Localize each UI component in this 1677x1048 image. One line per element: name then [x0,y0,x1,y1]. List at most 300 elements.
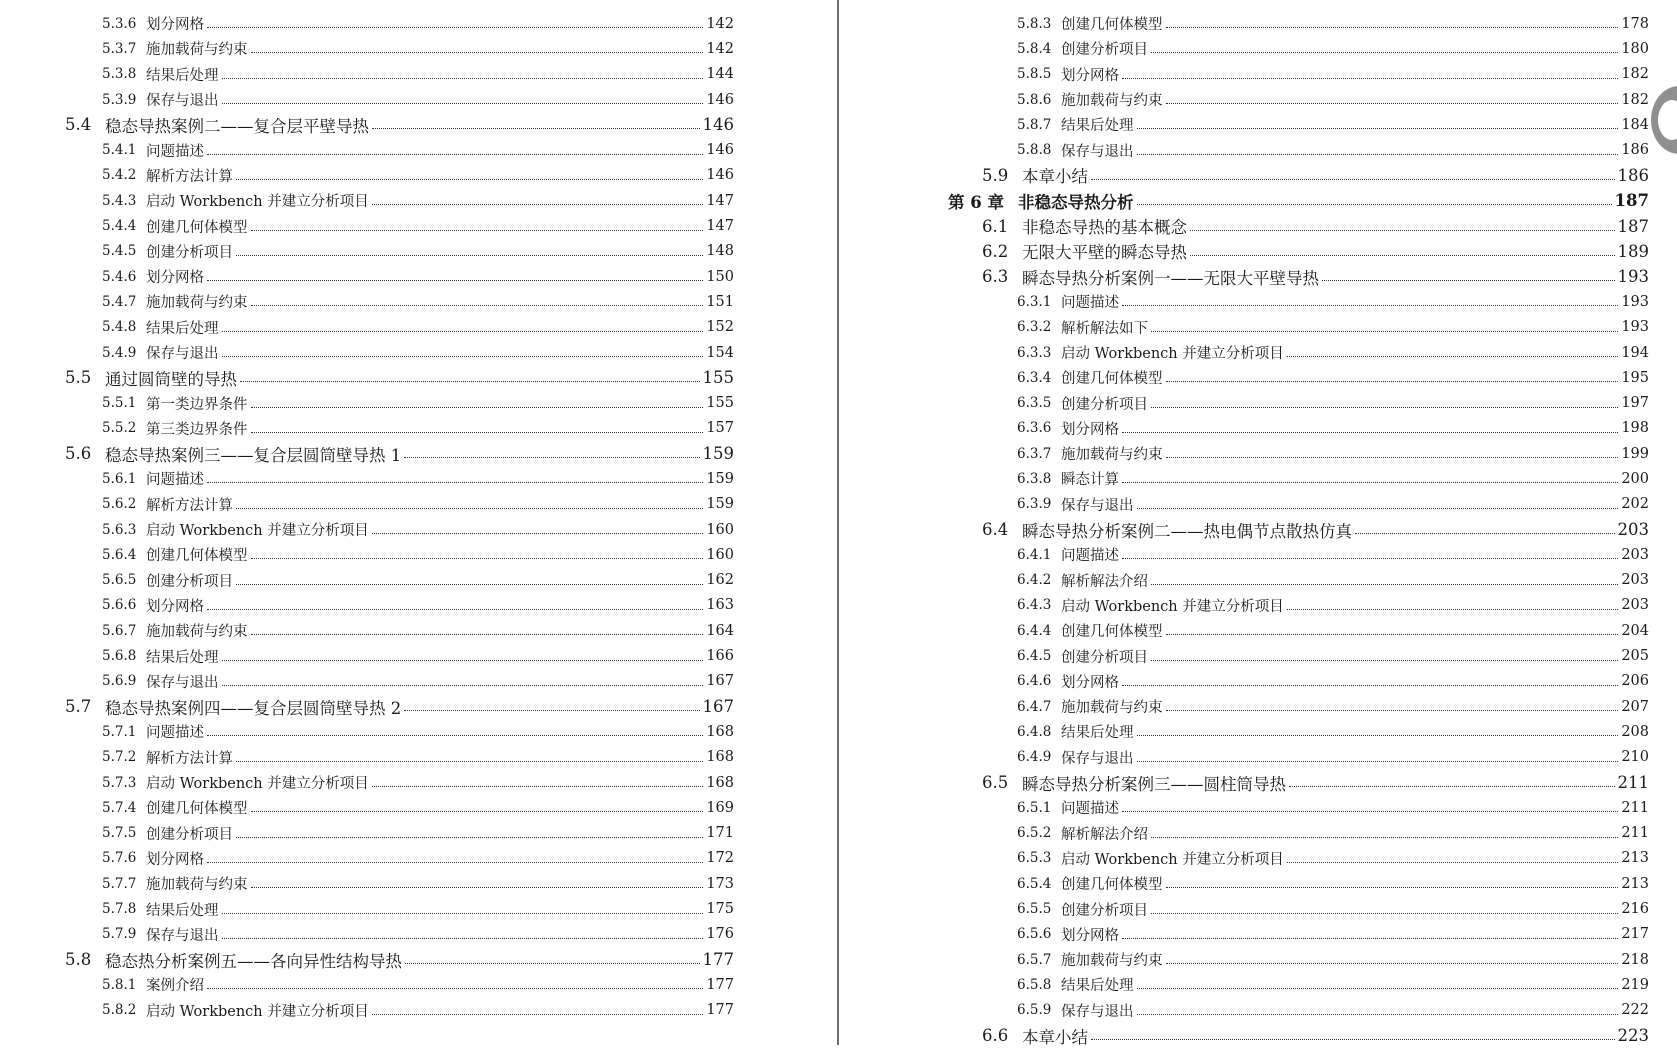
toc-entry-title: 解析解法介绍 [1061,573,1148,590]
toc-entry-number: 5.9 [982,165,1009,185]
left-page [0,0,838,1045]
toc-entry-number: 5.7.1 [102,723,137,740]
toc-leader-dots [1137,735,1619,736]
toc-entry-title: 结果后处理 [146,902,219,919]
toc-entry-number: 5.6.1 [102,470,137,487]
toc-subsection-entry[interactable] [102,87,734,112]
toc-entry-number: 5.5.2 [102,420,137,437]
toc-leader-dots [236,837,703,838]
toc-subsection-entry[interactable] [102,137,734,162]
toc-leader-dots [1289,786,1615,787]
toc-leader-dots [236,179,703,180]
toc-entry-page-number: 151 [706,293,734,310]
toc-entry-page-number: 193 [1617,267,1649,287]
toc-entry-page-number: 189 [1617,241,1649,261]
toc-entry-page-number: 146 [702,115,734,135]
toc-subsection-entry[interactable] [102,568,734,593]
toc-subsection-entry[interactable] [1017,315,1649,340]
toc-entry-title: 启动 Workbench 并建立分析项目 [146,1003,369,1020]
toc-entry-number: 5.4.7 [102,293,137,310]
toc-entry-title: 创建几何体模型 [1061,17,1163,34]
toc-entry-number: 5.8.2 [102,1002,137,1019]
toc-entry-page-number: 205 [1621,648,1649,665]
toc-entry-number: 6.5.4 [1017,875,1052,892]
toc-entry-title: 创建几何体模型 [146,801,248,818]
toc-entry-number: 5.6.4 [102,546,137,563]
toc-entry-page-number: 182 [1621,66,1649,83]
toc-entry-number: 5.8.7 [1017,116,1052,133]
toc-section-entry[interactable] [65,947,734,972]
toc-entry-title: 创建分析项目 [146,244,233,261]
toc-subsection-entry[interactable] [1017,416,1649,441]
toc-subsection-entry[interactable] [102,213,734,238]
toc-section-entry[interactable] [982,517,1649,542]
toc-leader-dots [222,685,704,686]
toc-entry-title: 解析方法计算 [146,750,233,767]
toc-entry-title: 瞬态导热分析案例一——无限大平壁导热 [1022,268,1319,288]
toc-entry-page-number: 160 [706,546,734,563]
toc-entry-page-number: 146 [706,142,734,159]
toc-entry-title: 启动 Workbench 并建立分析项目 [1061,346,1284,362]
toc-entry-number: 6.3.3 [1017,344,1052,361]
toc-entry-number: 5.3.6 [102,15,137,32]
toc-entry-page-number: 203 [1621,597,1649,614]
toc-entry-title: 划分网格 [1061,421,1119,438]
toc-entry-title: 保存与退出 [146,927,219,944]
toc-entry-page-number: 154 [706,344,734,361]
toc-entry-page-number: 207 [1621,698,1649,715]
toc-leader-dots [1166,381,1619,382]
toc-leader-dots [251,887,704,888]
toc-leader-dots [1166,457,1619,458]
toc-entry-number: 5.7.7 [102,875,137,892]
toc-subsection-entry[interactable] [1017,390,1649,415]
toc-entry-page-number: 198 [1621,420,1649,437]
toc-entry-title: 划分网格 [146,270,204,287]
toc-entry-page-number: 200 [1621,470,1649,487]
toc-subsection-entry[interactable] [1017,922,1649,947]
toc-entry-number: 6.3.5 [1017,395,1052,412]
toc-leader-dots [1122,432,1618,433]
toc-entry-page-number: 182 [1621,91,1649,108]
toc-leader-dots [251,811,704,812]
toc-entry-title: 解析方法计算 [146,497,233,514]
toc-subsection-entry[interactable] [1017,542,1649,567]
toc-entry-number: 5.4 [65,115,92,135]
toc-entry-page-number: 206 [1621,673,1649,690]
toc-subsection-entry[interactable] [102,846,734,871]
toc-entry-title: 稳态导热案例三——复合层圆筒壁导热 1 [105,445,402,465]
toc-entry-title: 问题描述 [146,472,204,489]
toc-entry-number: 6.4.3 [1017,597,1052,614]
toc-entry-title: 施加载荷与约束 [146,295,248,312]
toc-entry-number: 5.4.5 [102,243,137,260]
toc-subsection-entry[interactable] [1017,618,1649,643]
toc-entry-page-number: 178 [1621,15,1649,32]
toc-entry-page-number: 172 [706,850,734,867]
toc-subsection-entry[interactable] [102,770,734,795]
toc-section-entry[interactable] [982,239,1649,264]
toc-subsection-entry[interactable] [1017,643,1649,668]
toc-entry-number: 6.3.4 [1017,369,1052,386]
toc-entry-title: 保存与退出 [146,346,219,362]
toc-subsection-entry[interactable] [102,745,734,770]
toc-subsection-entry[interactable] [102,821,734,846]
toc-entry-number: 第 6 章 [948,192,1004,212]
toc-leader-dots [207,482,703,483]
toc-entry-title: 划分网格 [1061,927,1119,944]
toc-entry-page-number: 186 [1617,165,1649,185]
toc-entry-page-number: 171 [706,825,734,842]
toc-leader-dots [1151,407,1618,408]
toc-entry-page-number: 168 [706,749,734,766]
toc-entry-number: 5.8.3 [1017,15,1052,32]
toc-entry-title: 创建分析项目 [1061,649,1148,666]
toc-leader-dots [207,988,703,989]
toc-leader-dots [1287,862,1619,863]
toc-section-entry[interactable] [982,264,1649,289]
toc-entry-number: 6.2 [982,241,1009,261]
toc-entry-number: 6.1 [982,216,1009,236]
toc-subsection-entry[interactable] [102,922,734,947]
toc-entry-page-number: 197 [1621,395,1649,412]
toc-leader-dots [207,862,703,863]
toc-list-right [840,11,1677,1048]
toc-entry-title: 创建几何体模型 [1061,624,1163,641]
toc-entry-number: 5.7.3 [102,774,137,791]
toc-subsection-entry[interactable] [102,998,734,1023]
toc-entry-number: 6.5.5 [1017,901,1052,918]
toc-subsection-entry[interactable] [1017,112,1649,137]
toc-entry-title: 问题描述 [1061,548,1119,565]
toc-subsection-entry[interactable] [102,669,734,694]
toc-leader-dots [222,331,704,332]
toc-leader-dots [372,533,704,534]
toc-entry-page-number: 208 [1621,723,1649,740]
toc-subsection-entry[interactable] [102,896,734,921]
toc-entry-number: 5.4.2 [102,167,137,184]
toc-subsection-entry[interactable] [1017,871,1649,896]
toc-entry-number: 6.3.6 [1017,420,1052,437]
toc-leader-dots [1122,938,1618,939]
toc-leader-dots [1287,609,1619,610]
toc-entry-title: 保存与退出 [1061,1003,1134,1020]
toc-leader-dots [1166,27,1619,28]
toc-entry-page-number: 155 [706,395,734,412]
toc-entry-title: 问题描述 [146,725,204,742]
toc-leader-dots [251,52,704,53]
toc-entry-page-number: 211 [1621,825,1649,842]
toc-entry-page-number: 193 [1621,319,1649,336]
toc-entry-number: 5.7.6 [102,850,137,867]
toc-leader-dots [1190,255,1615,256]
toc-leader-dots [372,128,700,129]
toc-subsection-entry[interactable] [102,593,734,618]
toc-entry-page-number: 162 [706,572,734,589]
toc-entry-page-number: 193 [1621,293,1649,310]
toc-subsection-entry[interactable] [102,340,734,365]
toc-subsection-entry[interactable] [1017,947,1649,972]
toc-leader-dots [1151,913,1618,914]
toc-subsection-entry[interactable] [1017,441,1649,466]
toc-entry-title: 第三类边界条件 [146,421,248,438]
toc-entry-page-number: 203 [1621,546,1649,563]
toc-entry-number: 6.4.1 [1017,546,1052,563]
toc-entry-title: 稳态导热案例二——复合层平壁导热 [105,116,369,136]
toc-section-entry[interactable] [65,441,734,466]
toc-section-entry[interactable] [65,694,734,719]
toc-subsection-entry[interactable] [1017,289,1649,314]
toc-subsection-entry[interactable] [1017,694,1649,719]
toc-entry-page-number: 187 [1614,191,1649,211]
toc-leader-dots [251,407,704,408]
toc-entry-title: 创建几何体模型 [146,219,248,236]
toc-entry-title: 案例介绍 [146,978,204,995]
toc-entry-page-number: 147 [706,192,734,209]
toc-subsection-entry[interactable] [102,390,734,415]
toc-entry-number: 6.4.8 [1017,723,1052,740]
toc-section-entry[interactable] [982,1023,1649,1048]
toc-leader-dots [1137,1014,1619,1015]
toc-entry-page-number: 180 [1621,40,1649,57]
toc-entry-page-number: 211 [1621,799,1649,816]
toc-subsection-entry[interactable] [1017,745,1649,770]
toc-entry-title: 保存与退出 [146,93,219,110]
toc-leader-dots [372,1014,704,1015]
toc-subsection-entry[interactable] [102,188,734,213]
toc-entry-page-number: 216 [1621,901,1649,918]
toc-subsection-entry[interactable] [1017,137,1649,162]
toc-subsection-entry[interactable] [1017,669,1649,694]
toc-leader-dots [236,508,703,509]
toc-entry-title: 问题描述 [1061,801,1119,818]
toc-entry-page-number: 187 [1617,216,1649,236]
toc-leader-dots [405,963,700,964]
toc-subsection-entry[interactable] [1017,87,1649,112]
toc-chapter-entry[interactable] [948,188,1649,213]
toc-subsection-entry[interactable] [1017,998,1649,1023]
toc-leader-dots [222,78,704,79]
toc-subsection-entry[interactable] [102,719,734,744]
toc-entry-page-number: 203 [1621,572,1649,589]
toc-leader-dots [1137,204,1612,205]
toc-subsection-entry[interactable] [102,264,734,289]
toc-subsection-entry[interactable] [102,11,734,36]
toc-entry-number: 5.4.4 [102,218,137,235]
toc-subsection-entry[interactable] [102,239,734,264]
toc-entry-number: 5.7.9 [102,926,137,943]
toc-entry-number: 5.4.1 [102,142,137,159]
toc-entry-number: 5.4.8 [102,319,137,336]
toc-entry-number: 6.5.9 [1017,1002,1052,1019]
toc-entry-number: 6.3.7 [1017,445,1052,462]
toc-leader-dots [1151,331,1618,332]
page-gutter-divider [837,0,839,1045]
toc-subsection-entry[interactable] [102,517,734,542]
toc-entry-page-number: 194 [1621,344,1649,361]
toc-entry-number: 5.4.3 [102,192,137,209]
toc-entry-number: 6.3.8 [1017,470,1052,487]
toc-entry-title: 结果后处理 [1061,725,1134,742]
toc-entry-page-number: 164 [706,622,734,639]
toc-entry-number: 5.6.6 [102,597,137,614]
toc-subsection-entry[interactable] [1017,795,1649,820]
toc-entry-title: 划分网格 [146,598,204,615]
toc-entry-page-number: 186 [1621,142,1649,159]
toc-entry-page-number: 210 [1621,749,1649,766]
toc-subsection-entry[interactable] [102,62,734,87]
toc-subsection-entry[interactable] [102,643,734,668]
toc-entry-title: 问题描述 [146,143,204,160]
toc-leader-dots [1137,508,1619,509]
toc-leader-dots [222,938,704,939]
toc-subsection-entry[interactable] [102,36,734,61]
toc-entry-number: 5.8.4 [1017,40,1052,57]
toc-entry-title: 施加载荷与约束 [1061,447,1163,464]
toc-subsection-entry[interactable] [1017,719,1649,744]
toc-entry-title: 施加载荷与约束 [146,624,248,641]
toc-entry-title: 创建分析项目 [1061,396,1148,413]
toc-subsection-entry[interactable] [1017,11,1649,36]
toc-entry-page-number: 219 [1621,976,1649,993]
toc-entry-page-number: 167 [702,697,734,717]
toc-leader-dots [1166,103,1619,104]
toc-subsection-entry[interactable] [102,163,734,188]
toc-leader-dots [404,457,699,458]
toc-leader-dots [1151,52,1618,53]
toc-entry-page-number: 176 [706,926,734,943]
toc-leader-dots [1122,811,1618,812]
toc-entry-page-number: 146 [706,167,734,184]
toc-entry-page-number: 166 [706,648,734,665]
toc-leader-dots [1166,887,1619,888]
toc-entry-title: 启动 Workbench 并建立分析项目 [1061,598,1284,615]
toc-entry-number: 5.7.2 [102,749,137,766]
toc-entry-title: 无限大平壁的瞬态导热 [1022,243,1187,263]
toc-section-entry[interactable] [982,770,1649,795]
toc-subsection-entry[interactable] [102,542,734,567]
toc-entry-page-number: 169 [706,799,734,816]
toc-section-entry[interactable] [982,163,1649,188]
toc-section-entry[interactable] [65,365,734,390]
toc-entry-page-number: 159 [706,470,734,487]
toc-entry-number: 5.6 [65,444,92,464]
toc-subsection-entry[interactable] [102,315,734,340]
toc-entry-number: 6.4.5 [1017,648,1052,665]
toc-entry-number: 6.5.1 [1017,799,1052,816]
toc-leader-dots [1137,128,1619,129]
toc-entry-page-number: 144 [706,66,734,83]
toc-entry-number: 5.3.7 [102,40,137,57]
toc-entry-number: 5.6.2 [102,496,137,513]
toc-section-entry[interactable] [65,112,734,137]
toc-leader-dots [404,710,699,711]
toc-entry-title: 启动 Workbench 并建立分析项目 [146,523,369,540]
toc-leader-dots [1122,685,1618,686]
toc-entry-page-number: 157 [706,420,734,437]
toc-entry-title: 通过圆筒壁的导热 [105,369,237,389]
toc-subsection-entry[interactable] [102,416,734,441]
toc-leader-dots [207,735,703,736]
toc-entry-title: 解析解法如下 [1061,320,1148,337]
toc-leader-dots [207,280,703,281]
toc-entry-title: 解析方法计算 [146,168,233,185]
toc-entry-title: 结果后处理 [146,649,219,666]
toc-entry-number: 6.5.6 [1017,926,1052,943]
toc-entry-title: 稳态导热案例四——复合层圆筒壁导热 2 [105,698,402,718]
toc-entry-page-number: 167 [706,673,734,690]
toc-entry-page-number: 218 [1621,951,1649,968]
toc-subsection-entry[interactable] [1017,466,1649,491]
toc-section-entry[interactable] [982,213,1649,238]
toc-entry-page-number: 222 [1621,1002,1649,1019]
toc-subsection-entry[interactable] [1017,972,1649,997]
toc-subsection-entry[interactable] [102,466,734,491]
toc-entry-title: 保存与退出 [146,674,219,691]
toc-entry-title: 结果后处理 [1061,978,1134,995]
toc-entry-title: 创建几何体模型 [1061,877,1163,894]
toc-subsection-entry[interactable] [1017,568,1649,593]
toc-leader-dots [1151,584,1618,585]
toc-entry-number: 5.8.6 [1017,91,1052,108]
toc-entry-page-number: 199 [1621,445,1649,462]
toc-entry-number: 5.7.5 [102,825,137,842]
toc-subsection-entry[interactable] [1017,340,1649,365]
toc-subsection-entry[interactable] [1017,492,1649,517]
toc-subsection-entry[interactable] [102,795,734,820]
toc-entry-number: 5.7 [65,697,92,717]
toc-entry-title: 非稳态导热的基本概念 [1022,218,1187,238]
toc-entry-title: 本章小结 [1022,1027,1088,1047]
toc-leader-dots [251,230,704,231]
toc-subsection-entry[interactable] [1017,821,1649,846]
toc-subsection-entry[interactable] [1017,846,1649,871]
toc-subsection-entry[interactable] [1017,896,1649,921]
toc-subsection-entry[interactable] [102,871,734,896]
toc-subsection-entry[interactable] [1017,36,1649,61]
toc-entry-page-number: 160 [706,521,734,538]
toc-leader-dots [251,634,704,635]
toc-entry-number: 5.8.5 [1017,66,1052,83]
toc-entry-title: 启动 Workbench 并建立分析项目 [146,194,369,211]
toc-leader-dots [1166,963,1619,964]
toc-entry-title: 瞬态导热分析案例二——热电偶节点散热仿真 [1022,521,1352,541]
toc-entry-number: 5.4.9 [102,344,137,361]
toc-leader-dots [251,558,704,559]
toc-subsection-entry[interactable] [102,972,734,997]
toc-subsection-entry[interactable] [1017,593,1649,618]
toc-subsection-entry[interactable] [1017,62,1649,87]
toc-entry-page-number: 184 [1621,116,1649,133]
toc-entry-page-number: 163 [706,597,734,614]
toc-entry-number: 5.6.3 [102,521,137,538]
toc-subsection-entry[interactable] [102,492,734,517]
toc-entry-title: 结果后处理 [1061,118,1134,135]
toc-entry-number: 6.4.2 [1017,572,1052,589]
toc-entry-page-number: 147 [706,218,734,235]
toc-entry-title: 施加载荷与约束 [146,877,248,894]
toc-subsection-entry[interactable] [102,289,734,314]
toc-entry-page-number: 175 [706,901,734,918]
toc-subsection-entry[interactable] [102,618,734,643]
toc-entry-page-number: 142 [706,40,734,57]
toc-subsection-entry[interactable] [1017,365,1649,390]
toc-entry-page-number: 146 [706,91,734,108]
toc-entry-page-number: 177 [706,1002,734,1019]
toc-entry-number: 6.3 [982,267,1009,287]
toc-entry-number: 6.5.7 [1017,951,1052,968]
toc-entry-page-number: 148 [706,243,734,260]
